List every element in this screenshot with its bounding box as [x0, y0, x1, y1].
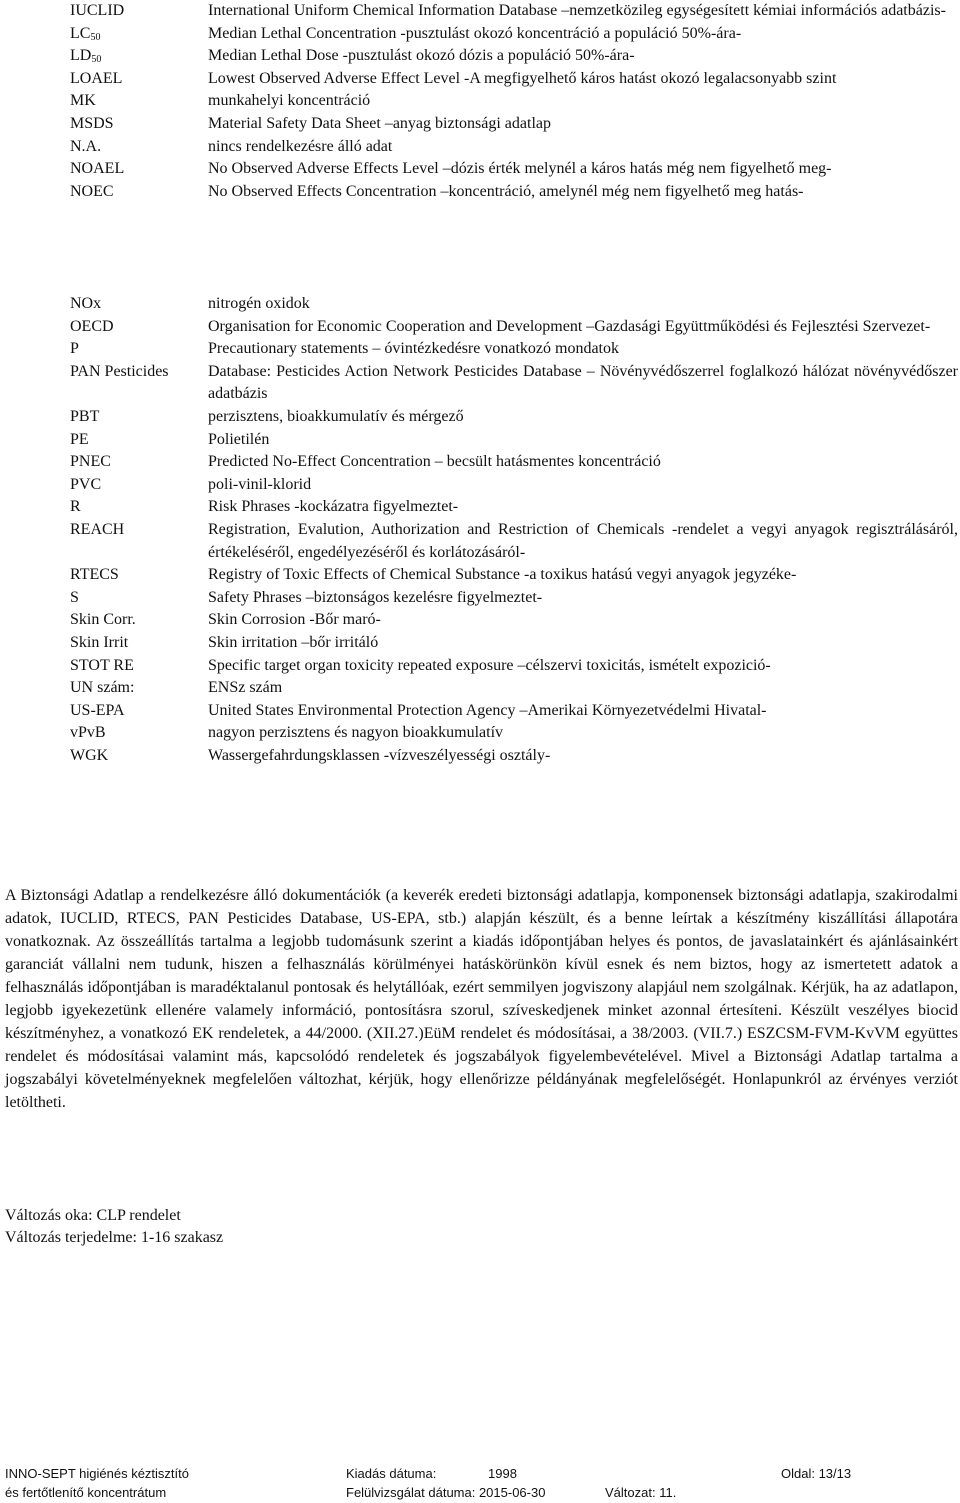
- abbreviation-row: [70, 451, 958, 474]
- abbreviation-term: PE: [70, 430, 89, 448]
- abbreviation-term: N.A.: [70, 137, 102, 155]
- abbreviation-row: [70, 158, 956, 181]
- abbreviation-term: Skin Irrit: [70, 633, 129, 651]
- abbreviation-definition: munkahelyi koncentráció: [208, 92, 371, 110]
- abbreviation-list-bottom: [70, 293, 958, 767]
- abbreviation-definition: Specific target organ toxicity repeated exposure –célszervi toxicitás, ismételt expozició-: [208, 656, 771, 674]
- abbreviation-term: PAN Pesticides: [70, 362, 169, 380]
- abbreviation-term: LOAEL: [70, 69, 123, 87]
- abbreviation-term: R: [70, 498, 81, 516]
- abbreviation-term: STOT RE: [70, 656, 134, 674]
- abbreviation-row: [70, 587, 958, 610]
- abbreviation-row: [70, 496, 958, 519]
- abbreviation-term: PVC: [70, 475, 102, 493]
- abbreviation-row: [70, 181, 956, 204]
- abbreviation-term: NOEC: [70, 182, 114, 200]
- footer-issue-label: Kiadás dátuma:: [346, 1466, 437, 1481]
- abbreviation-definition: Polietilén: [208, 430, 270, 448]
- footer-issue-value: 1998: [488, 1466, 517, 1481]
- abbreviation-row: [70, 632, 958, 655]
- abbreviation-term: PBT: [70, 407, 100, 425]
- abbreviation-row: [70, 677, 958, 700]
- abbreviation-definition: Median Lethal Dose -pusztulást okozó dózis a populáció 50%-ára-: [208, 47, 635, 65]
- abbreviation-term: P: [70, 340, 79, 358]
- abbreviation-term: REACH: [70, 520, 125, 538]
- abbreviation-row: [70, 745, 958, 768]
- abbreviation-row: [70, 45, 956, 68]
- abbreviation-term: UN szám:: [70, 679, 135, 697]
- abbreviation-definition: perzisztens, bioakkumulatív és mérgező: [208, 407, 464, 425]
- abbreviation-definition: Material Safety Data Sheet –anyag biztonsági adatlap: [208, 114, 551, 132]
- footer-revision-date: Felülvizsgálat dátuma: 2015-06-30: [346, 1485, 546, 1500]
- abbreviation-definition: ENSz szám: [208, 679, 283, 697]
- abbreviation-definition: nagyon perzisztens és nagyon bioakkumulatív: [208, 724, 504, 742]
- footer-product-line1: INNO-SEPT higiénés kéztisztító: [5, 1466, 189, 1481]
- abbreviation-row: [70, 293, 958, 316]
- abbreviation-row: [70, 90, 956, 113]
- abbreviation-term: MK: [70, 92, 96, 110]
- abbreviation-definition: Registration, Evalution, Authorization and Restriction of Chemicals -rendelet a vegyi anyagok regisztrálásáról, értékeléséről, engedélyezéséről és korlátozásáról-: [208, 520, 958, 561]
- abbreviation-term: WGK: [70, 746, 109, 764]
- abbreviation-row: [70, 361, 958, 406]
- abbreviation-definition: Registry of Toxic Effects of Chemical Substance -a toxikus hatású vegyi anyagok jegyzéke-: [208, 566, 797, 584]
- abbreviation-row: [70, 0, 956, 23]
- abbreviation-term: NOx: [70, 295, 102, 312]
- abbreviation-definition: Median Lethal Concentration -pusztulást okozó koncentráció a populáció 50%-ára-: [208, 24, 742, 42]
- abbreviation-definition: Safety Phrases –biztonságos kezelésre figyelmeztet-: [208, 588, 543, 606]
- abbreviation-definition: Predicted No-Effect Concentration – becsült hatásmentes koncentráció: [208, 453, 661, 471]
- abbreviation-definition: Wassergefahrdungsklassen -vízveszélyességi osztály-: [208, 746, 551, 764]
- abbreviation-term: $LD_{50}$: [70, 47, 102, 66]
- abbreviation-definition: poli-vinil-klorid: [208, 475, 312, 493]
- abbreviation-term: IUCLID: [70, 2, 125, 19]
- abbreviation-term: Skin Corr.: [70, 611, 136, 629]
- abbreviation-row: [70, 316, 958, 339]
- abbreviation-row: [70, 700, 958, 723]
- footer-version: Változat: 11.: [605, 1485, 677, 1500]
- abbreviation-list-top: [70, 0, 956, 203]
- abbreviation-definition: nitrogén oxidok: [208, 295, 310, 312]
- abbreviation-row: [70, 722, 958, 745]
- abbreviation-row: [70, 655, 958, 678]
- abbreviation-row: [70, 564, 958, 587]
- abbreviation-row: [70, 609, 958, 632]
- abbreviation-definition: No Observed Adverse Effects Level –dózis érték melynél a káros hatás még nem figyelhető meg-: [208, 160, 832, 178]
- footer-page-number: Oldal: 13/13: [781, 1466, 852, 1481]
- abbreviation-definition: Skin irritation –bőr irritáló: [208, 633, 379, 651]
- page-footer: [5, 1465, 960, 1501]
- disclaimer-paragraph: A Biztonsági Adatlap a rendelkezésre álló dokumentációk (a keverék eredeti biztonsági adatlapja, komponensek biztonsági adatlapja, szakirodalmi adatok, IUCLID, RTECS, PAN Pesticides Database, US-EPA, stb.) alapján készült, és a benne leírtak a készítmény kiszállítási állapotára vonatkoznak. Az összeállítás tartalma a legjobb tudomásunk szerint a kiadás időpontjában helyes és pontos, de javaslatainkért és ajánlásainkért garanciát vállalni nem tudunk, hiszen a felhasználás körülményei hatáskörünkön kívül esnek és nem biztos, hogy az ismertetett adatok a felhasználás időpontjában is maradéktalanul pontosak és helytállóak, ezért semmilyen jogviszony alapjául nem szolgálnak. Kérjük, ha az adatlapon, legjobb igyekezetünk ellenére valamely információ, pontosításra szorul, szíveskedjenek minket azonnal értesíteni. Készült veszélyes biocid készítményhez, a vonatkozó EK rendeletek, a 44/2000. (XII.27.)EüM rendelet és módosításai, a 38/2003. (VII.7.) ESZCSM-FVM-KvVM együttes rendelet és módosításai valamint más, kapcsolódó rendeletek és jogszabályok figyelembevételével. Mivel a Biztonsági Adatlap tartalma a jogszabályi követelményeknek megfelelően változhat, kérjük, hogy ellenőrizze példányának megfelelőségét. Honlapunkról az érvényes verziót letöltheti.: [5, 887, 958, 1111]
- abbreviation-term: $LC_{50}$: [70, 24, 101, 43]
- abbreviation-definition: Precautionary statements – óvintézkedésre vonatkozó mondatok: [208, 340, 619, 358]
- abbreviation-definition: No Observed Effects Concentration –koncentráció, amelynél még nem figyelhető meg hatás-: [208, 182, 804, 200]
- abbreviation-term: MSDS: [70, 114, 114, 132]
- abbreviation-term: RTECS: [70, 566, 119, 584]
- abbreviation-row: [70, 429, 958, 452]
- abbreviation-row: [70, 68, 956, 91]
- abbreviation-definition: International Uniform Chemical Information Database –nemzetközileg egységesített kémiai információs adatbázis-: [208, 2, 946, 19]
- footer-product-line2: és fertőtlenítő koncentrátum: [5, 1485, 167, 1500]
- abbreviation-row: [70, 474, 958, 497]
- abbreviation-definition: Organisation for Economic Cooperation and Development –Gazdasági Együttműködési és Fejlesztési Szervezet-: [208, 317, 931, 335]
- abbreviation-term: PNEC: [70, 453, 111, 471]
- abbreviation-row: [70, 113, 956, 136]
- abbreviation-row: [70, 338, 958, 361]
- abbreviation-term: OECD: [70, 317, 114, 335]
- abbreviation-row: [70, 136, 956, 159]
- abbreviation-row: [70, 23, 956, 46]
- abbreviation-row: [70, 406, 958, 429]
- abbreviation-definition: Lowest Observed Adverse Effect Level -A megfigyelhető káros hatást okozó legalacsonyabb szint: [208, 69, 837, 87]
- abbreviation-definition: Database: Pesticides Action Network Pesticides Database – Növényvédőszerrel foglalkozó hálózat növényvédőszer adatbázis: [208, 362, 958, 403]
- abbreviation-definition: Skin Corrosion -Bőr maró-: [208, 611, 381, 629]
- change-reason: Változás oka: CLP rendelet: [5, 1207, 181, 1224]
- abbreviation-term: S: [70, 588, 79, 606]
- abbreviation-definition: nincs rendelkezésre álló adat: [208, 137, 393, 155]
- abbreviation-term: US-EPA: [70, 701, 125, 719]
- change-scope: Változás terjedelme: 1-16 szakasz: [5, 1229, 224, 1246]
- abbreviation-definition: Risk Phrases -kockázatra figyelmeztet-: [208, 498, 459, 516]
- change-info: [5, 1205, 223, 1249]
- abbreviation-definition: United States Environmental Protection Agency –Amerikai Környezetvédelmi Hivatal-: [208, 701, 767, 719]
- abbreviation-term: vPvB: [70, 724, 106, 742]
- abbreviation-term: NOAEL: [70, 160, 125, 178]
- abbreviation-row: [70, 519, 958, 564]
